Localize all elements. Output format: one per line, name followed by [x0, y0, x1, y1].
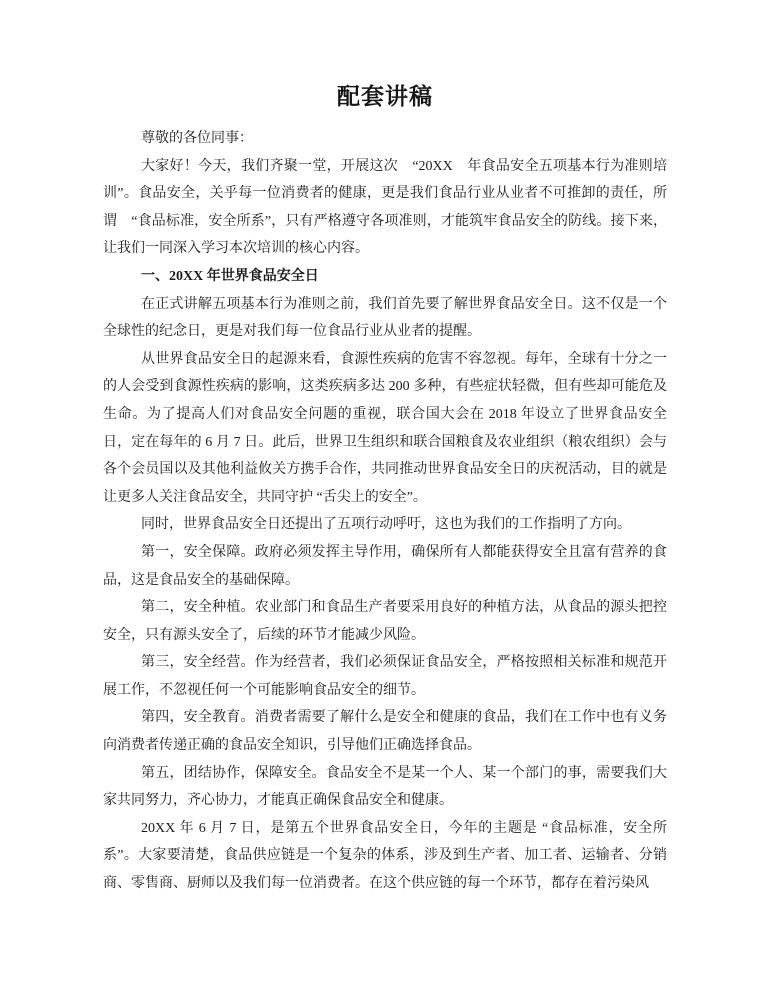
paragraph: 第二，安全种植。农业部门和食品生产者要采用良好的种植方法，从食品的源头把控安全，只有源头安全了，后续的环节才能减少风险。: [103, 600, 667, 643]
paragraph: 第五，团结协作，保障安全。食品安全不是某一个人、某一个部门的事，需要我们大家共同努力，齐心协力，才能真正确保食品安全和健康。: [103, 765, 667, 809]
paragraph: 第一，安全保障。政府必须发挥主导作用，确保所有人都能获得安全且富有营养的食品，这是食品安全的基础保障。: [103, 544, 667, 588]
paragraph: 第三，安全经营。作为经营者，我们必须保证食品安全，严格按照相关标准和规范开展工作，不忽视任何一个可能影响食品安全的细节。: [103, 655, 667, 698]
paragraph: 在正式讲解五项基本行为准则之前，我们首先要了解世界食品安全日。这不仅是一个全球性的纪念日，更是对我们每一位食品行业从业者的提醒。: [103, 296, 667, 340]
section-heading: 一、20XX 年世界食品安全日: [141, 268, 319, 284]
document-title: 配套讲稿: [337, 84, 433, 109]
paragraph: 20XX 年 6 月 7 日，是第五个世界食品安全日，今年的主题是 “食品标准，安全所系”。大家要清楚，食品供应链是一个复杂的体系，涉及到生产者、加工者、运输者、分销商、零售商、厨师以及我们每一位消费者。在这个供应链的每一个环节，都存在着污染风: [103, 820, 667, 892]
paragraph: 从世界食品安全日的起源来看，食源性疾病的危害不容忽视。每年，全球有十分之一的人会受到食源性疾病的影响，这类疾病多达 200 多种，有些症状轻微，但有些却可能危及生命。为了提高人们对食品安全问题的重视，联合国大会在 2018 年设立了世界食品安全日，定在每年的 6 月 7 日。此后，世界卫生组织和联合国粮食及农业组织（粮农组织）会与各个会员国以及其他利益攸关方携手合作，共同推动世界食品安全日的庆祝活动，目的就是让更多人关注食品安全，共同守护 “舌尖上的安全”。: [103, 351, 667, 505]
paragraph: 第四，安全教育。消费者需要了解什么是安全和健康的食品，我们在工作中也有义务向消费者传递正确的食品安全知识，引导他们正确选择食品。: [103, 710, 667, 754]
paragraph: 尊敬的各位同事：: [141, 131, 253, 146]
paragraph: 大家好！今天，我们齐聚一堂，开展这次 “20XX 年食品安全五项基本行为准则培训”。食品安全，关乎每一位消费者的健康，更是我们食品行业从业者不可推卸的责任，所谓 “食品标准，安全所系”，只有严格遵守各项准则，才能筑牢食品安全的防线。接下来，让我们一同深入学习本次培训的核心内容。: [103, 158, 667, 257]
paragraph: 同时，世界食品安全日还提出了五项行动呼吁，这也为我们的工作指明了方向。: [141, 517, 631, 533]
document-body: [103, 125, 667, 898]
